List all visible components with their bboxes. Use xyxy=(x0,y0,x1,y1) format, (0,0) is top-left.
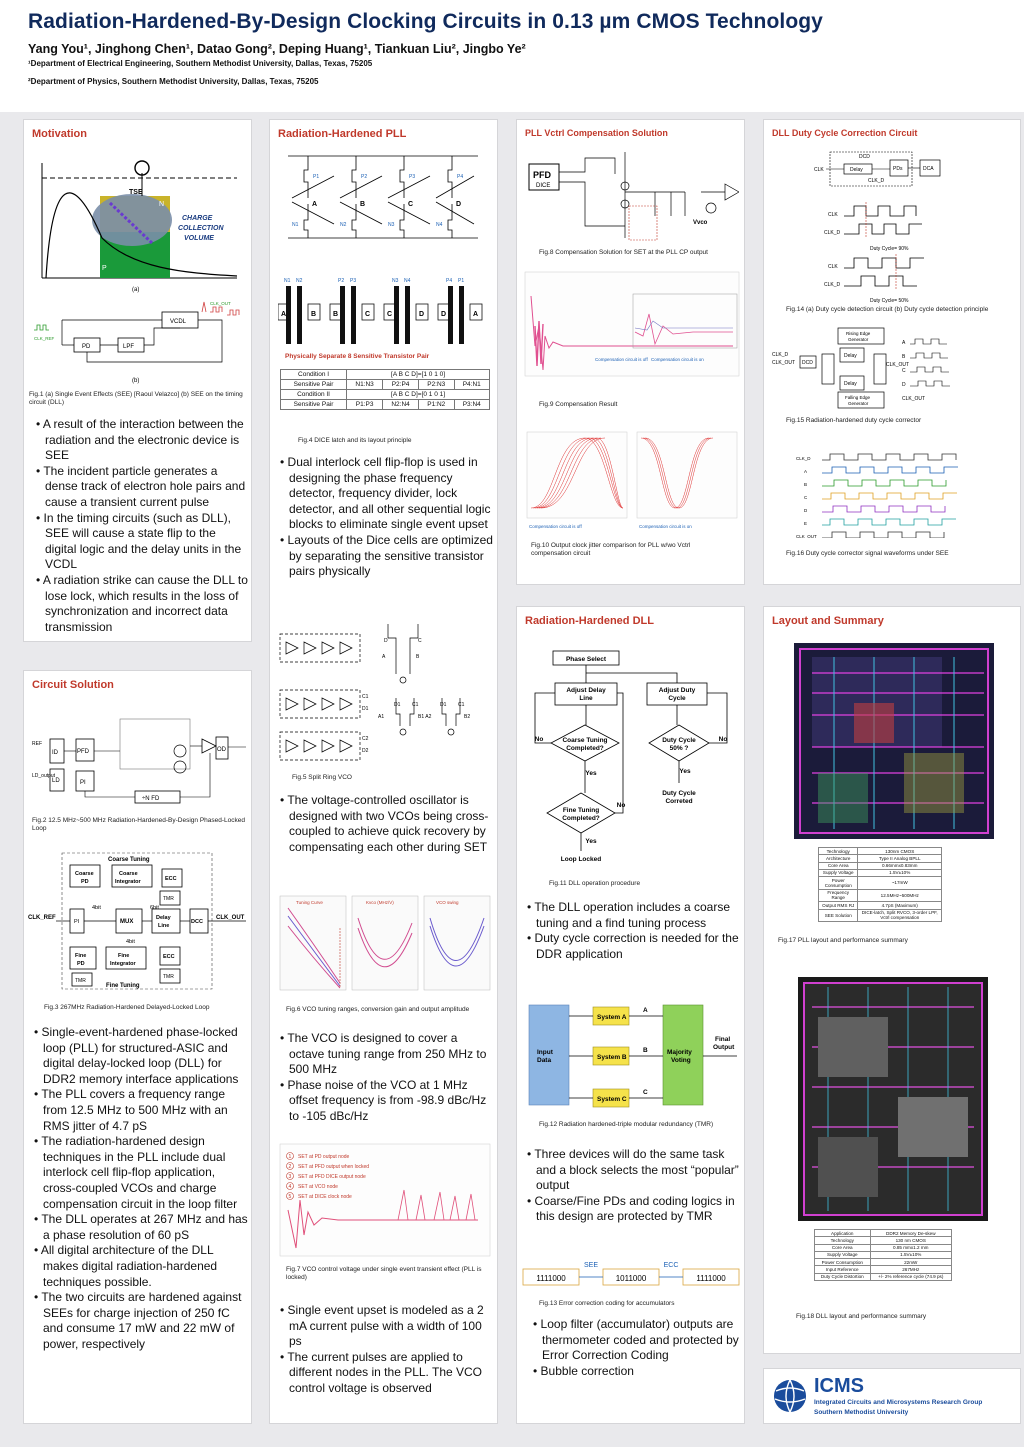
affiliation-2: ²Department of Physics, Southern Methodist University, Dallas, Texas, 75205 xyxy=(28,77,319,86)
svg-text:SEE: SEE xyxy=(583,1262,599,1269)
icms-line2: Southern Methodist University xyxy=(814,1409,909,1416)
compensation-result-plot xyxy=(523,266,741,378)
affiliation-1: ¹Department of Electrical Engineering, Southern Methodist University, Dallas, Texas, 75205 xyxy=(28,59,373,68)
vco-tuning-plots xyxy=(278,888,492,998)
radiation-hardened-dll-panel xyxy=(516,606,745,1424)
fig4-caption: Fig.4 DICE latch and its layout principle xyxy=(298,437,412,444)
dll-title: Radiation-Hardened DLL xyxy=(525,615,654,627)
svg-text:Duty Cycle= 50%: Duty Cycle= 50% xyxy=(870,298,909,304)
pll-title: Radiation-Hardened PLL xyxy=(278,128,407,140)
svg-text:Line: Line xyxy=(579,695,593,702)
fig1a-label: (a) xyxy=(132,287,140,293)
svg-text:LPF: LPF xyxy=(123,344,135,350)
svg-text:N1: N1 xyxy=(284,278,291,284)
svg-text:PFD: PFD xyxy=(77,749,89,755)
svg-text:DCA: DCA xyxy=(923,166,934,172)
svg-text:Duty Cycle= 90%: Duty Cycle= 90% xyxy=(870,246,909,252)
dll-block-diagram xyxy=(28,847,250,997)
svg-text:Loop Locked: Loop Locked xyxy=(560,856,602,863)
svg-text:C: C xyxy=(643,1089,648,1096)
svg-text:C2: C2 xyxy=(362,736,369,742)
svg-text:CLK_OUT: CLK_OUT xyxy=(796,534,817,538)
svg-text:÷N FD: ÷N FD xyxy=(142,796,160,802)
jitter-comparison-plot xyxy=(525,428,739,536)
fig1b-label: (b) xyxy=(132,378,140,384)
svg-text:CLK: CLK xyxy=(828,264,838,270)
bullet: • Loop filter (accumulator) outputs are thermometer coded and protected by Error Correction Coding xyxy=(533,1317,741,1364)
svg-text:Vvco: Vvco xyxy=(693,220,708,226)
svg-text:Generator: Generator xyxy=(848,337,869,342)
svg-text:Compensation circuit is off: Compensation circuit is off xyxy=(595,357,648,362)
svg-text:Adjust Duty: Adjust Duty xyxy=(658,687,696,694)
svg-text:Input: Input xyxy=(537,1049,553,1056)
svg-text:Coarse: Coarse xyxy=(119,871,138,877)
dcc-title: DLL Duty Cycle Correction Circuit xyxy=(772,128,918,138)
svg-text:1111000: 1111000 xyxy=(536,1274,566,1283)
svg-text:REF: REF xyxy=(32,741,42,747)
bullet: • The radiation-hardened design techniques in the PLL include dual interlock cell flip-flop application, cross-coupled VCOs and charge compensation circuit in the loop filter xyxy=(34,1134,250,1212)
svg-text:N2: N2 xyxy=(296,278,303,284)
svg-text:A: A xyxy=(281,311,287,318)
svg-text:Correted: Correted xyxy=(665,798,693,805)
svg-text:P1: P1 xyxy=(458,278,465,284)
fig5-caption: Fig.5 Split Ring VCO xyxy=(292,774,352,781)
svg-text:TMR: TMR xyxy=(163,974,174,980)
svg-text:4bit: 4bit xyxy=(126,939,135,945)
svg-text:Falling Edge: Falling Edge xyxy=(845,395,871,400)
svg-text:C: C xyxy=(804,495,808,500)
icms-line1: Integrated Circuits and Microsystems Research Group xyxy=(814,1399,983,1406)
svg-text:E: E xyxy=(804,521,808,526)
duty-cycle-waveforms xyxy=(804,194,994,304)
svg-text:OD: OD xyxy=(217,747,226,753)
svg-text:Compensation circuit is off: Compensation circuit is off xyxy=(529,524,582,529)
fig7-caption: Fig.7 VCO control voltage under single event transient effect (PLL is locked) xyxy=(286,1266,482,1282)
svg-text:Generator: Generator xyxy=(848,401,869,406)
svg-text:Integrator: Integrator xyxy=(110,961,136,967)
svg-text:No: No xyxy=(534,736,544,743)
svg-text:N3: N3 xyxy=(392,278,399,284)
svg-text:C: C xyxy=(418,638,422,644)
svg-text:COLLECTION: COLLECTION xyxy=(178,225,224,232)
svg-text:CLK: CLK xyxy=(828,212,838,218)
svg-text:A: A xyxy=(382,654,386,660)
svg-text:CLK_OUT: CLK_OUT xyxy=(886,362,910,368)
svg-text:LD: LD xyxy=(52,778,60,784)
svg-text:Compensation circuit is on: Compensation circuit is on xyxy=(639,524,692,529)
svg-text:P1: P1 xyxy=(313,174,320,180)
fig1-caption: Fig.1 (a) Single Event Effects (SEE) [Raoul Velazco] (b) SEE on the timing circuit (DLL) xyxy=(29,391,243,407)
pll-layout-image xyxy=(794,643,994,839)
fig16-caption: Fig.16 Duty cycle corrector signal waveforms under SEE xyxy=(786,550,949,557)
bullet: • The voltage-controlled oscillator is designed with two VCOs being cross-coupled to achieve quick recovery by compensating each other during SET xyxy=(280,793,494,855)
svg-text:Yes: Yes xyxy=(585,838,597,845)
svg-text:A: A xyxy=(312,201,318,208)
bullet: • The incident particle generates a dense track of electron hole pairs and cause a transient current pulse xyxy=(36,464,250,511)
svg-text:System B: System B xyxy=(597,1054,627,1061)
dcc-see-waveforms xyxy=(794,450,1014,538)
svg-text:Coarse Tuning: Coarse Tuning xyxy=(108,857,150,863)
bullet: • The DLL operation includes a coarse tuning and a find tuning process xyxy=(527,900,741,931)
svg-text:Completed?: Completed? xyxy=(566,745,604,752)
svg-text:N: N xyxy=(159,201,165,208)
svg-text:Voting: Voting xyxy=(671,1057,691,1064)
icms-globe-icon xyxy=(772,1377,808,1415)
pll-block-diagram xyxy=(30,699,248,819)
svg-text:Phase Select: Phase Select xyxy=(565,656,607,663)
sensitive-pair-table: Condition I [A B C D]=[1 0 1 0] Sensitive Pair N1:N3 P2:P4 P2:N3 P4:N1 Condition II [A B C D]=[0 1 0 1] Sensitive Pair P1:P3 N2:N4 P1:N2 P3:N4 xyxy=(280,369,490,410)
svg-text:Coarse: Coarse xyxy=(75,871,94,877)
svg-text:CHARGE: CHARGE xyxy=(182,215,213,222)
svg-text:P4: P4 xyxy=(457,174,464,180)
svg-text:D1: D1 xyxy=(394,702,401,708)
pll-bullets-2 xyxy=(280,793,494,855)
fig9-caption: Fig.9 Compensation Result xyxy=(539,401,618,408)
svg-text:CLK_D: CLK_D xyxy=(796,456,811,461)
svg-text:No: No xyxy=(616,802,626,809)
svg-text:B: B xyxy=(360,201,366,208)
svg-text:2: 2 xyxy=(288,1164,292,1170)
see-physics-figure xyxy=(32,148,244,293)
motivation-bullets xyxy=(36,417,250,635)
bullet: • All digital architecture of the DLL makes digital radiation-hardened techniques possible. xyxy=(34,1243,250,1290)
svg-text:C1: C1 xyxy=(412,702,419,708)
svg-text:D1: D1 xyxy=(440,702,447,708)
svg-text:A: A xyxy=(643,1007,648,1014)
svg-text:N3: N3 xyxy=(388,222,395,228)
fig17-caption: Fig.17 PLL layout and performance summary xyxy=(778,937,908,944)
svg-text:PI: PI xyxy=(74,919,80,925)
dll-layout-image xyxy=(798,977,988,1221)
bullet: • Duty cycle correction is needed for the DDR application xyxy=(527,931,741,962)
bullet: • In the timing circuits (such as DLL), SEE will cause a state flip to the digital logic and the delay units in the VCDL xyxy=(36,511,250,573)
svg-text:TMR: TMR xyxy=(75,978,86,984)
svg-text:N1: N1 xyxy=(292,222,299,228)
svg-text:B: B xyxy=(333,311,339,318)
duty-cycle-corrector-circuit xyxy=(768,324,1018,410)
motivation-panel xyxy=(23,119,252,642)
bullet: • The VCO is designed to cover a octave tuning range from 250 MHz to 500 MHz xyxy=(280,1031,494,1078)
tmr-diagram xyxy=(525,999,739,1111)
svg-text:A: A xyxy=(804,469,808,474)
svg-text:System A: System A xyxy=(597,1014,627,1021)
svg-text:CLK_OUT: CLK_OUT xyxy=(772,360,796,366)
svg-text:B: B xyxy=(643,1047,648,1054)
svg-text:D: D xyxy=(384,638,388,644)
svg-text:A: A xyxy=(902,340,906,346)
svg-text:PD: PD xyxy=(77,961,85,967)
fig2-caption: Fig.2 12.5 MHz~500 MHz Radiation-Hardened-By-Design Phased-Locked Loop xyxy=(32,817,245,833)
svg-text:C: C xyxy=(387,311,393,318)
dll-bullets-3 xyxy=(533,1317,741,1379)
layout-summary-title: Layout and Summary xyxy=(772,615,884,627)
svg-text:C: C xyxy=(408,201,414,208)
fig13-caption: Fig.13 Error correction coding for accumulators xyxy=(539,1300,675,1307)
svg-text:D: D xyxy=(441,311,447,318)
fig3-caption: Fig.3 267MHz Radiation-Hardened Delayed-Locked Loop xyxy=(44,1004,210,1011)
svg-text:C1: C1 xyxy=(362,694,369,700)
svg-text:Yes: Yes xyxy=(679,768,691,775)
svg-text:SET at PFD DICE output node: SET at PFD DICE output node xyxy=(298,1174,366,1180)
svg-text:MUX: MUX xyxy=(120,919,134,925)
svg-text:A: A xyxy=(473,311,479,318)
svg-text:Yes: Yes xyxy=(585,770,597,777)
svg-text:DCD: DCD xyxy=(802,360,813,366)
svg-text:Line: Line xyxy=(158,923,170,929)
bullet: • The two circuits are hardened against SEEs for charge injection of 250 fC and consume 17 mW and 22 mW of power, respectively xyxy=(34,1290,250,1352)
svg-text:5: 5 xyxy=(288,1194,292,1200)
svg-text:Fine Tuning: Fine Tuning xyxy=(106,983,140,989)
svg-text:PFD: PFD xyxy=(533,170,551,180)
layout-summary-panel xyxy=(763,606,1021,1354)
bullet: • The DLL operates at 267 MHz and has a phase resolution of 60 pS xyxy=(34,1212,250,1243)
compensation-schematic xyxy=(525,146,739,246)
tse-label: TSE xyxy=(129,189,143,196)
svg-text:D: D xyxy=(419,311,425,318)
svg-text:Kvco (MHz/V): Kvco (MHz/V) xyxy=(366,900,394,905)
dll-bullets-1 xyxy=(527,900,741,962)
bullet: • Bubble correction xyxy=(533,1364,741,1380)
svg-text:A1: A1 xyxy=(378,714,385,720)
svg-text:DICE: DICE xyxy=(536,183,551,189)
svg-text:N4: N4 xyxy=(436,222,443,228)
svg-text:CLK: CLK xyxy=(814,167,824,173)
circuit-solution-panel xyxy=(23,670,252,1424)
svg-text:Adjust Delay: Adjust Delay xyxy=(566,687,606,694)
fig12-caption: Fig.12 Radiation hardened-triple modular redundancy (TMR) xyxy=(539,1121,714,1128)
svg-text:B: B xyxy=(311,311,317,318)
compensation-title: PLL Vctrl Compensation Solution xyxy=(525,128,668,138)
svg-text:P2: P2 xyxy=(338,278,345,284)
svg-text:4bit: 4bit xyxy=(92,905,101,911)
svg-text:P4: P4 xyxy=(446,278,453,284)
svg-text:P3: P3 xyxy=(350,278,357,284)
svg-text:C: C xyxy=(902,368,906,374)
svg-text:SET at VCO node: SET at VCO node xyxy=(298,1184,338,1190)
svg-text:P: P xyxy=(102,265,107,272)
svg-text:PD: PD xyxy=(82,344,91,350)
svg-text:CLK_OUT: CLK_OUT xyxy=(216,915,245,921)
fig18-caption: Fig.18 DLL layout and performance summary xyxy=(796,1313,927,1320)
svg-text:Output: Output xyxy=(713,1044,735,1051)
bullet: • Single event upset is modeled as a 2 mA current pulse with a width of 100 ps xyxy=(280,1303,494,1350)
svg-text:CLK_OUT: CLK_OUT xyxy=(210,301,231,306)
svg-text:Rising Edge: Rising Edge xyxy=(846,331,871,336)
vco-control-voltage-plot xyxy=(278,1140,492,1260)
author-list: Yang You¹, Jinghong Chen¹, Datao Gong², Deping Huang¹, Tiankuan Liu², Jingbo Ye² xyxy=(28,42,526,56)
wave-labels xyxy=(796,456,817,538)
svg-text:VOLUME: VOLUME xyxy=(184,235,214,242)
bullet: • The PLL covers a frequency range from 12.5 MHz to 500 MHz with an RMS jitter of 4.7 pS xyxy=(34,1087,250,1134)
svg-text:TMR: TMR xyxy=(163,896,174,902)
svg-text:B: B xyxy=(804,482,808,487)
pll-summary-table: Technology 130nm CMOS Architecture Type II Analog BPLL Core Area 0.66mmx0.83mm Supply Voltage 1.5V±10% Power Consumption ~17mW Frequency Range 12.5MHz~500MHz Output RMS RJ 4.7pS (Maximum) SEE Solution DICE-latch, Split RVCO, 3-order LPF, Vctrl compensation xyxy=(818,847,942,922)
dice-latch-schematic xyxy=(278,148,492,246)
svg-text:N2: N2 xyxy=(340,222,347,228)
bullet: • Single-event-hardened phase-locked loop (PLL) for structured-ASIC and digital delay-locked loop (DLL) for DDR2 memory interface applications xyxy=(34,1025,250,1087)
svg-text:ECC: ECC xyxy=(163,954,175,960)
svg-text:CLK_D: CLK_D xyxy=(824,282,841,288)
svg-text:Delay: Delay xyxy=(844,381,857,387)
svg-text:Majority: Majority xyxy=(667,1049,692,1056)
pll-bullets-3 xyxy=(280,1031,494,1125)
svg-text:Duty Cycle: Duty Cycle xyxy=(662,790,696,797)
duty-cycle-detection-circuit xyxy=(804,148,944,188)
pll-bullets-4 xyxy=(280,1303,494,1397)
svg-text:Tuning Curve: Tuning Curve xyxy=(296,900,323,905)
bullet: • The current pulses are applied to different nodes in the PLL. The VCO control voltage is observed xyxy=(280,1350,494,1397)
svg-text:LD_output: LD_output xyxy=(32,773,56,779)
dll-flowchart xyxy=(523,647,741,877)
bullet: • Layouts of the Dice cells are optimized by separating the sensitive transistor pairs physically xyxy=(280,533,494,580)
icms-logo-panel xyxy=(763,1368,1021,1424)
svg-text:Cycle: Cycle xyxy=(668,695,686,702)
svg-text:VCO swing: VCO swing xyxy=(436,900,459,905)
svg-text:CLK_REF: CLK_REF xyxy=(34,336,55,341)
svg-text:VCDL: VCDL xyxy=(170,319,187,325)
fig10-caption: Fig.10 Output clock jitter comparison for PLL w/wo Vctrl compensation circuit xyxy=(531,542,691,558)
fig11-caption: Fig.11 DLL operation procedure xyxy=(549,880,641,887)
svg-text:CLK_OUT: CLK_OUT xyxy=(902,396,926,402)
svg-text:1: 1 xyxy=(288,1154,292,1160)
svg-text:D2: D2 xyxy=(362,748,369,754)
svg-text:D: D xyxy=(902,382,906,388)
poster-header xyxy=(0,0,1024,112)
svg-text:DCC: DCC xyxy=(191,919,203,925)
svg-text:6bit: 6bit xyxy=(150,905,159,911)
svg-text:CLK_REF: CLK_REF xyxy=(28,915,56,921)
dll-summary-table: Application DDR2 Memory De-skew Technology 130 nm CMOS Core Area 0.85 mmx1.2 mm Supply Voltage 1.5V±10% Power Consumption 22mW Input Reference 267MHz Duty Cycle Distortion +/- 2% reference cycle (74.9 ps) xyxy=(814,1229,952,1281)
bullet: • Phase noise of the VCO at 1 MHz offset frequency is from -98.9 dBc/Hz to -105 dBc/Hz xyxy=(280,1078,494,1125)
svg-text:B2: B2 xyxy=(464,714,471,720)
poster-title: Radiation-Hardened-By-Design Clocking Circuits in 0.13 µm CMOS Technology xyxy=(28,10,823,33)
bullet: • Dual interlock cell flip-flop is used in designing the phase frequency detector, frequency divider, lock detector, and all other sequential logic blocks to eliminate single event upset xyxy=(280,455,494,533)
svg-text:1011000: 1011000 xyxy=(615,1274,647,1283)
svg-text:Integrator: Integrator xyxy=(115,879,141,885)
svg-text:PDs: PDs xyxy=(893,166,903,172)
svg-text:PI: PI xyxy=(80,780,86,786)
dll-see-figure xyxy=(32,300,244,385)
svg-text:P2: P2 xyxy=(361,174,368,180)
svg-text:Duty Cycle: Duty Cycle xyxy=(662,737,696,744)
circuit-bullets xyxy=(34,1025,250,1352)
svg-text:ECC: ECC xyxy=(663,1262,679,1269)
svg-text:Coarse Tuning: Coarse Tuning xyxy=(562,737,608,744)
svg-text:3: 3 xyxy=(288,1174,292,1180)
svg-text:ID: ID xyxy=(52,750,58,756)
svg-text:B1 A2: B1 A2 xyxy=(418,714,432,720)
svg-text:CLK_D: CLK_D xyxy=(772,352,789,358)
bullet: • A radiation strike can cause the DLL to lose lock, which results in the loss of synchronization and incorrect data transmission xyxy=(36,573,250,635)
fig15-caption: Fig.15 Radiation-hardened duty cycle corrector xyxy=(786,417,922,424)
svg-text:B: B xyxy=(902,354,906,360)
svg-text:C: C xyxy=(365,311,371,318)
svg-text:Completed?: Completed? xyxy=(562,815,600,822)
svg-text:D: D xyxy=(456,201,462,208)
svg-text:SET at PFD output when locked: SET at PFD output when locked xyxy=(298,1164,370,1170)
radiation-hardened-pll-panel xyxy=(269,119,498,1424)
svg-text:Delay: Delay xyxy=(850,167,863,173)
pll-bullets-1 xyxy=(280,455,494,580)
svg-text:C1: C1 xyxy=(458,702,465,708)
fig14-caption: Fig.14 (a) Duty cycle detection circuit (b) Duty cycle detection principle xyxy=(786,306,989,313)
ecc-diagram xyxy=(521,1259,743,1295)
svg-text:Fine Tuning: Fine Tuning xyxy=(562,807,600,814)
svg-text:System C: System C xyxy=(597,1096,627,1103)
bullet: • Three devices will do the same task and a block selects the most “popular” output xyxy=(527,1147,741,1194)
svg-text:DCD: DCD xyxy=(859,154,870,160)
svg-text:1111000: 1111000 xyxy=(696,1274,726,1283)
bullet: • A result of the interaction between the radiation and the electronic device is SEE xyxy=(36,417,250,464)
dice-layout-figure xyxy=(278,276,492,346)
dll-bullets-2 xyxy=(527,1147,741,1225)
icms-name: ICMS xyxy=(814,1375,864,1397)
svg-text:D: D xyxy=(804,508,808,513)
svg-text:PD: PD xyxy=(81,879,89,885)
svg-text:Compensation circuit is on: Compensation circuit is on xyxy=(651,357,704,362)
sensitive-pair-title: Physically Separate 8 Sensitive Transistor Pair xyxy=(285,353,430,360)
svg-text:SET at DICE clock node: SET at DICE clock node xyxy=(298,1194,352,1200)
svg-text:Delay: Delay xyxy=(156,915,171,921)
motivation-title: Motivation xyxy=(32,128,87,140)
split-ring-vco-figure xyxy=(278,614,492,764)
svg-text:Final: Final xyxy=(715,1036,731,1043)
svg-text:Data: Data xyxy=(537,1057,552,1064)
svg-text:Fine: Fine xyxy=(75,953,87,959)
svg-text:B: B xyxy=(416,654,420,660)
svg-text:N4: N4 xyxy=(404,278,411,284)
svg-text:D1: D1 xyxy=(362,706,369,712)
svg-text:Delay: Delay xyxy=(844,353,857,359)
circuit-solution-title: Circuit Solution xyxy=(32,679,114,691)
svg-text:CLK_D: CLK_D xyxy=(868,178,885,184)
svg-text:CLK_D: CLK_D xyxy=(824,230,841,236)
bullet: • Coarse/Fine PDs and coding logics in this design are protected by TMR xyxy=(527,1194,741,1225)
svg-text:P3: P3 xyxy=(409,174,416,180)
svg-text:SET at PD output node: SET at PD output node xyxy=(298,1154,350,1160)
svg-text:No: No xyxy=(718,736,728,743)
svg-text:ECC: ECC xyxy=(165,876,177,882)
compensation-panel xyxy=(516,119,745,585)
svg-text:4: 4 xyxy=(288,1184,292,1190)
svg-text:Fine: Fine xyxy=(118,953,130,959)
svg-text:50% ?: 50% ? xyxy=(669,745,689,752)
dcc-panel xyxy=(763,119,1021,585)
fig6-caption: Fig.6 VCO tuning ranges, conversion gain and output amplitude xyxy=(286,1006,470,1013)
fig8-caption: Fig.8 Compensation Solution for SET at the PLL CP output xyxy=(539,249,708,256)
